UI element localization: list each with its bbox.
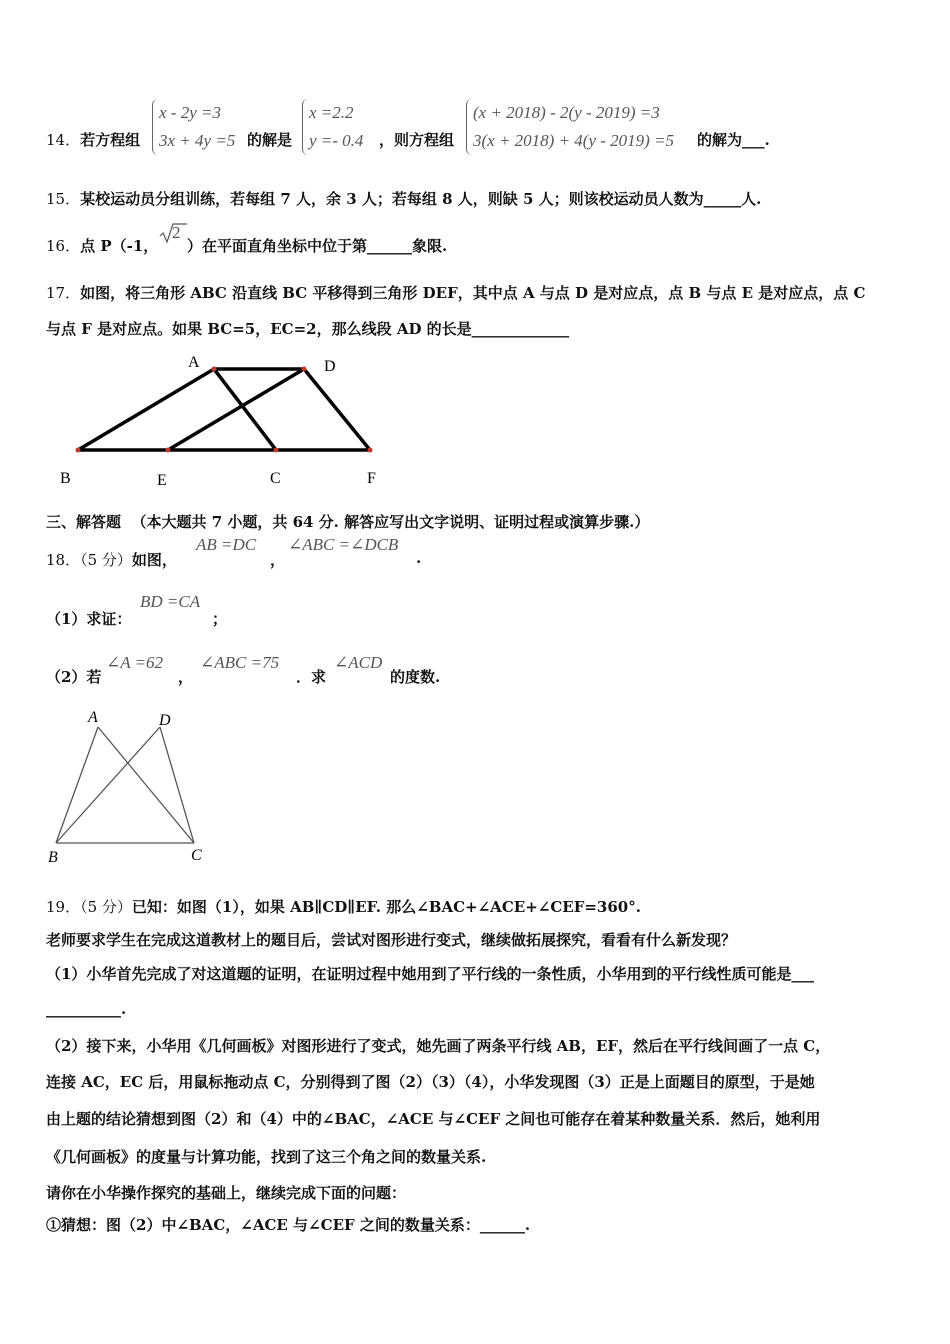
q18-score: （5 分） xyxy=(80,551,132,569)
q17-line-2: 与点 F 是对应点。如果 BC=5，EC=2，那么线段 AD 的长是_____________ xyxy=(46,320,570,338)
q17-number: 17． xyxy=(46,284,81,302)
q14-sys3-eq2: 3(x + 2018) + 4(y - 2019) =5 xyxy=(473,131,675,150)
label-a: A xyxy=(88,709,98,726)
q19-number: 19． xyxy=(46,898,81,916)
q16-text-1: 点 P（-1， xyxy=(80,237,159,255)
q14-system-2 xyxy=(302,99,363,155)
q14-number: 14． xyxy=(46,131,81,149)
q19-line-1 xyxy=(46,896,641,917)
segment-ed xyxy=(168,369,304,450)
q18-math-1: AB =DC xyxy=(196,535,257,554)
segment-bd xyxy=(56,727,160,843)
q18-text-1: 如图， xyxy=(131,551,177,569)
q19-score: （5 分） xyxy=(80,898,132,916)
label-b: B xyxy=(60,470,71,487)
q17-text-1: 如图，将三角形 ABC 沿直线 BC 平移得到三角形 DEF，其中点 A 与点 D 是对应点，点 B 与点 E 是对应点，点 C xyxy=(80,284,866,302)
q14-sys2-eq1: x =2.2 xyxy=(309,103,354,122)
q14-text-3: ，则方程组 xyxy=(379,131,455,149)
q14-sys1-eq1: x - 2y =3 xyxy=(159,103,221,122)
q18-part-1-label: （1）求证： xyxy=(46,610,132,628)
q19-line-10: ①猜想：图（2）中∠BAC，∠ACE 与∠CEF 之间的数量关系：______. xyxy=(46,1216,531,1234)
q18-line xyxy=(46,549,177,570)
q18-part-2-sep: ， xyxy=(178,668,194,686)
q19-line-8: 《几何画板》的度量与计算功能，找到了这三个角之间的数量关系. xyxy=(46,1148,487,1166)
label-f: F xyxy=(367,470,376,487)
segment-ac xyxy=(214,369,276,450)
q18-number: 18． xyxy=(46,551,81,569)
q15-text: 某校运动员分组训练，若每组 7 人，余 3 人；若每组 8 人，则缺 5 人；则该校运动员人数为_____人. xyxy=(80,190,762,208)
q18-part-1-math: BD =CA xyxy=(140,592,201,611)
q14-sys2-eq2: y =- 0.4 xyxy=(309,131,364,150)
q16-text-2: ）在平面直角坐标中位于第______象限. xyxy=(187,237,448,255)
q19-line-4: __________. xyxy=(46,1000,127,1018)
q18-part-2-math-1: ∠A =62 xyxy=(106,653,164,672)
q18-part-1-end: ； xyxy=(212,610,228,628)
segment-ac xyxy=(98,727,194,843)
q18-part-2-label: （2）若 xyxy=(46,668,102,686)
q19-line-9: 请你在小华操作探究的基础上，继续完成下面的问题： xyxy=(46,1184,407,1202)
q14-line xyxy=(46,129,140,150)
q14-text-4: 的解为___. xyxy=(697,131,770,149)
q14-sys3-eq1: (x + 2018) - 2(y - 2019) =3 xyxy=(473,103,660,122)
segment-ba xyxy=(56,727,98,843)
segment-dc xyxy=(160,727,194,843)
label-b: B xyxy=(48,849,58,866)
q14-text-2: 的解是 xyxy=(247,131,293,149)
label-e: E xyxy=(157,472,167,489)
q18-triangle-figure xyxy=(40,705,220,870)
q19-line-6: 连接 AC，EC 后，用鼠标拖动点 C，分别得到了图（2）（3）（4），小华发现图（3）正是上面题目的原型，于是她 xyxy=(46,1073,815,1091)
section-3-heading xyxy=(46,511,649,532)
q19-line-5: （2）接下来，小华用《几何画板》对图形进行了变式，她先画了两条平行线 AB，EF，然后在平行线间画了一点 C， xyxy=(46,1037,831,1055)
label-d: D xyxy=(159,712,171,729)
q17-line-1 xyxy=(46,282,865,303)
q16-number: 16． xyxy=(46,237,81,255)
q17-translation-figure xyxy=(40,345,400,495)
q16-sqrt-value: 2 xyxy=(172,223,181,242)
q18-part-2-math-2: ∠ABC =75 xyxy=(200,653,280,672)
q15-number: 15． xyxy=(46,190,81,208)
q19-text-1: 已知：如图（1），如果 AB∥CD∥EF. 那么∠BAC+∠ACE+∠CEF=360°. xyxy=(131,898,641,916)
label-c: C xyxy=(270,470,281,487)
q14-text-1: 若方程组 xyxy=(80,131,141,149)
label-c: C xyxy=(191,847,202,864)
q16-line xyxy=(46,235,158,256)
q14-system-3 xyxy=(466,99,674,155)
label-d: D xyxy=(324,358,336,375)
q19-line-2: 老师要求学生在完成这道教材上的题目后，尝试对图形进行变式，继续做拓展探究，看看有什么新发现？ xyxy=(46,931,737,949)
q18-part-2-math-3: ∠ACD xyxy=(334,653,383,672)
q18-math-2: ∠ABC =∠DCB xyxy=(288,535,399,554)
section-3-note: （本大题共 7 小题，共 64 分. 解答应写出文字说明、证明过程或演算步骤.） xyxy=(131,513,650,531)
segment-ba xyxy=(78,369,214,450)
q18-end: . xyxy=(416,549,422,567)
q18-part-2-text: ．求 xyxy=(296,668,327,686)
q19-line-7: 由上题的结论猜想到图（2）和（4）中的∠BAC，∠ACE 与∠CEF 之间也可能存在着某种数量关系．然后，她利用 xyxy=(46,1110,821,1128)
q14-system-1 xyxy=(152,99,235,155)
q15-line xyxy=(46,188,761,209)
label-a: A xyxy=(188,354,200,371)
q18-sep: ， xyxy=(270,551,286,569)
section-3-title: 三、解答题 xyxy=(46,513,122,531)
q18-part-2-end: 的度数. xyxy=(390,668,441,686)
q14-sys1-eq2: 3x + 4y =5 xyxy=(159,131,236,150)
q19-line-3: （1）小华首先完成了对这道题的证明，在证明过程中她用到了平行线的一条性质，小华用到的平行线性质可能是___ xyxy=(46,965,814,983)
segment-df xyxy=(304,369,370,450)
